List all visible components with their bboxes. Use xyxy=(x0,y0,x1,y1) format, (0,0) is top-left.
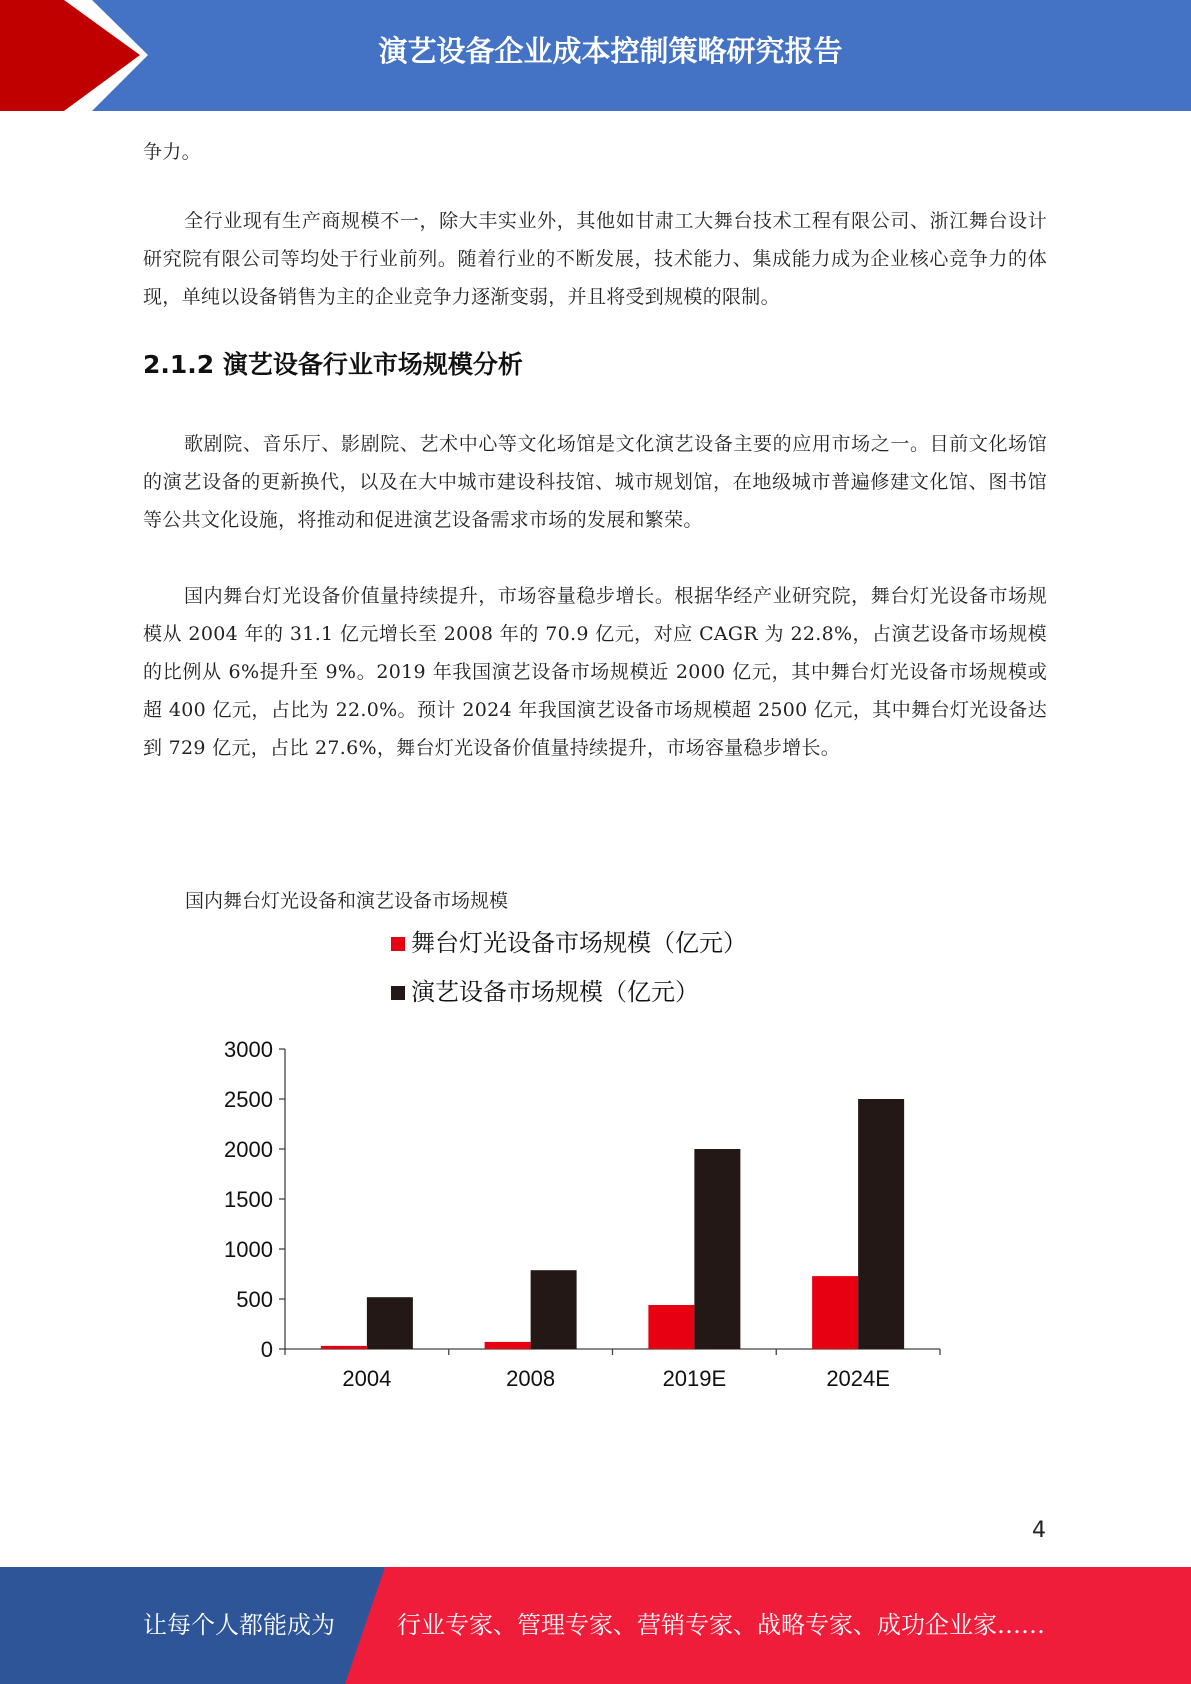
bar xyxy=(812,1276,858,1349)
x-tick-label: 2004 xyxy=(342,1366,392,1391)
y-tick-label: 3000 xyxy=(224,1037,273,1062)
paragraph-1 xyxy=(143,202,1047,316)
y-tick-label: 2000 xyxy=(224,1137,273,1162)
bar xyxy=(858,1099,904,1349)
header-title: 演艺设备企业成本控制策略研究报告 xyxy=(378,34,843,68)
paragraph-text: 歌剧院、音乐厅、影剧院、艺术中心等文化场馆是文化演艺设备主要的应用市场之一。目前文化场馆的演艺设备的更新换代，以及在大中城市建设科技馆、城市规划馆，在地级城市普遍修建文化馆、图书馆等公共文化设施，将推动和促进演艺设备需求市场的发展和繁荣。 xyxy=(143,433,1047,531)
x-tick-label: 2019E xyxy=(662,1366,727,1391)
legend-swatch xyxy=(391,986,405,1000)
bar xyxy=(648,1305,694,1349)
page-header xyxy=(0,0,1191,111)
page-number: 4 xyxy=(1032,1518,1046,1543)
bar xyxy=(321,1346,367,1349)
section-title: 2.1.2 演艺设备行业市场规模分析 xyxy=(143,350,523,379)
legend-label: 舞台灯光设备市场规模（亿元） xyxy=(411,930,747,957)
footer-slogan-left: 让每个人都能成为 xyxy=(143,1611,335,1639)
bar xyxy=(367,1297,413,1349)
y-tick-label: 500 xyxy=(236,1287,273,1312)
paragraph-text: 争力。 xyxy=(143,141,201,163)
paragraph-0 xyxy=(143,133,1047,171)
paragraph-text: 全行业现有生产商规模不一，除大丰实业外，其他如甘肃工大舞台技术工程有限公司、浙江舞台设计研究院有限公司等均处于行业前列。随着行业的不断发展，技术能力、集成能力成为企业核心竞争力的体现，单纯以设备销售为主的企业竞争力逐渐变弱，并且将受到规模的限制。 xyxy=(143,210,1047,308)
legend-swatch xyxy=(391,937,405,951)
page-footer xyxy=(0,1567,1191,1684)
bar xyxy=(531,1270,577,1349)
y-tick-label: 0 xyxy=(260,1337,273,1362)
y-tick-label: 1500 xyxy=(224,1187,273,1212)
bar xyxy=(485,1342,531,1349)
bar xyxy=(694,1149,740,1349)
y-tick-label: 2500 xyxy=(224,1087,273,1112)
x-tick-label: 2008 xyxy=(506,1366,556,1391)
legend-label: 演艺设备市场规模（亿元） xyxy=(411,979,699,1006)
paragraph-3 xyxy=(143,577,1047,767)
market-size-bar-chart xyxy=(180,920,960,1410)
x-tick-label: 2024E xyxy=(826,1366,890,1391)
y-tick-label: 1000 xyxy=(224,1237,273,1262)
paragraph-2 xyxy=(143,425,1047,539)
chart-caption: 国内舞台灯光设备和演艺设备市场规模 xyxy=(185,890,509,912)
paragraph-text: 国内舞台灯光设备价值量持续提升，市场容量稳步增长。根据华经产业研究院，舞台灯光设备市场规模从 2004 年的 31.1 亿元增长至 2008 年的 70.9 亿元，对应 CAGR 为 22.8%，占演艺设备市场规模的比例从 6%提升至 9%。2019 年我国演艺设备市场规模近 2000 亿元，其中舞台灯光设备市场规模或超 400 亿元，占比为 22.0%。预计 2024 年我国演艺设备市场规模超 2500 亿元，其中舞台灯光设备达到 729 亿元，占比 27.6%，舞台灯光设备价值量持续提升，市场容量稳步增长。 xyxy=(143,585,1047,759)
footer-slogan-right: 行业专家、管理专家、营销专家、战略专家、成功企业家…… xyxy=(397,1611,1045,1639)
